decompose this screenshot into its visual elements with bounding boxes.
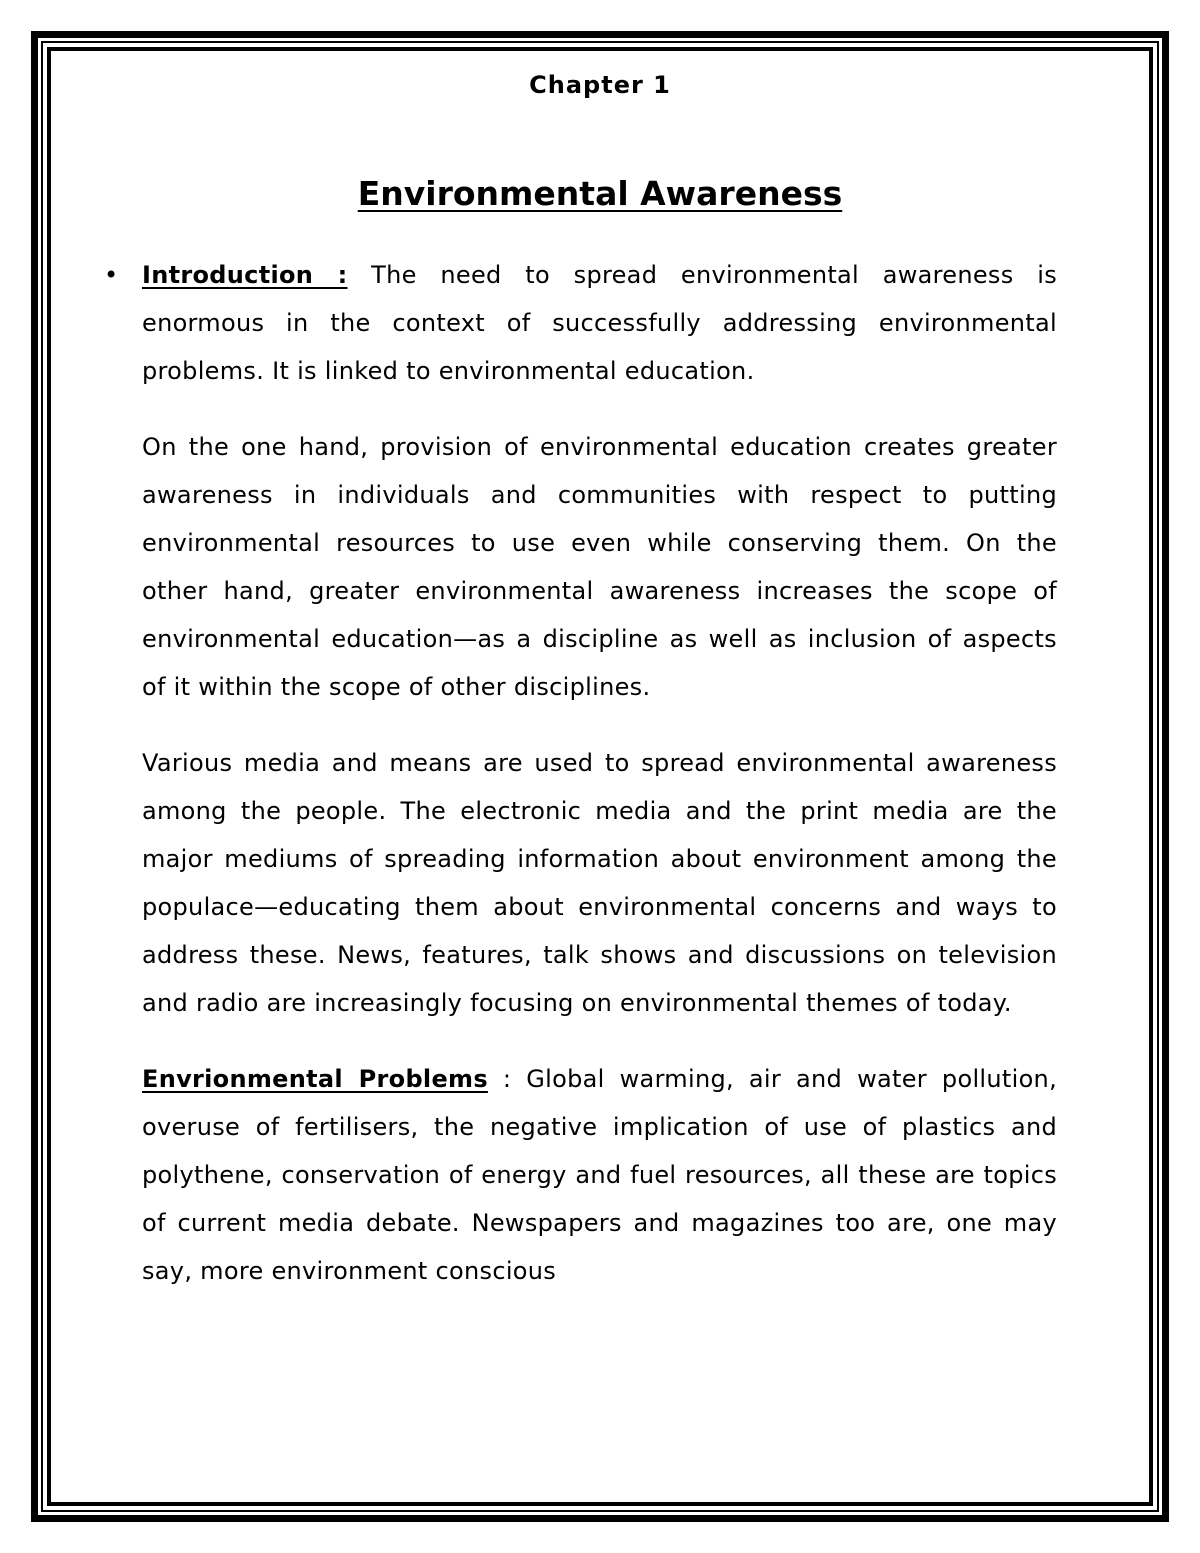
introduction-text: The need to spread environmental awareness is enormous in the context of successfully addressing environmental problems. It is linked to environmental education. (142, 261, 1057, 385)
paragraph-media: Various media and means are used to spread environmental awareness among the people. The electronic media and the print media are the major mediums of spreading information about environment among the populace—educating them about environmental concerns and ways to address these. News, features, talk shows and discussions on television and radio are increasingly focusing on environmental themes of today. (142, 749, 1057, 1017)
page-title: Environmental Awareness (357, 174, 843, 213)
bullet-icon: • (104, 261, 119, 289)
problems-text: : Global warming, air and water pollution, overuse of fertilisers, the negative implication of use of plastics and polythene, conservation of energy and fuel resources, all these are topics of current media debate. Newspapers and magazines too are, one may say, more environment conscious (142, 1065, 1057, 1285)
introduction-paragraph (104, 251, 1057, 395)
problems-paragraph (142, 1055, 1057, 1295)
problems-label: Envrionmental Problems (142, 1065, 488, 1093)
introduction-label: Introduction : (142, 261, 348, 289)
document-body (104, 251, 1057, 1323)
chapter-heading: Chapter 1 (529, 71, 671, 99)
paragraph-education: On the one hand, provision of environmental education creates greater awareness in individuals and communities with respect to putting environmental resources to use even while conserving them. On the other hand, greater environmental awareness increases the scope of environmental education—as a discipline as well as inclusion of aspects of it within the scope of other disciplines. (142, 433, 1057, 701)
